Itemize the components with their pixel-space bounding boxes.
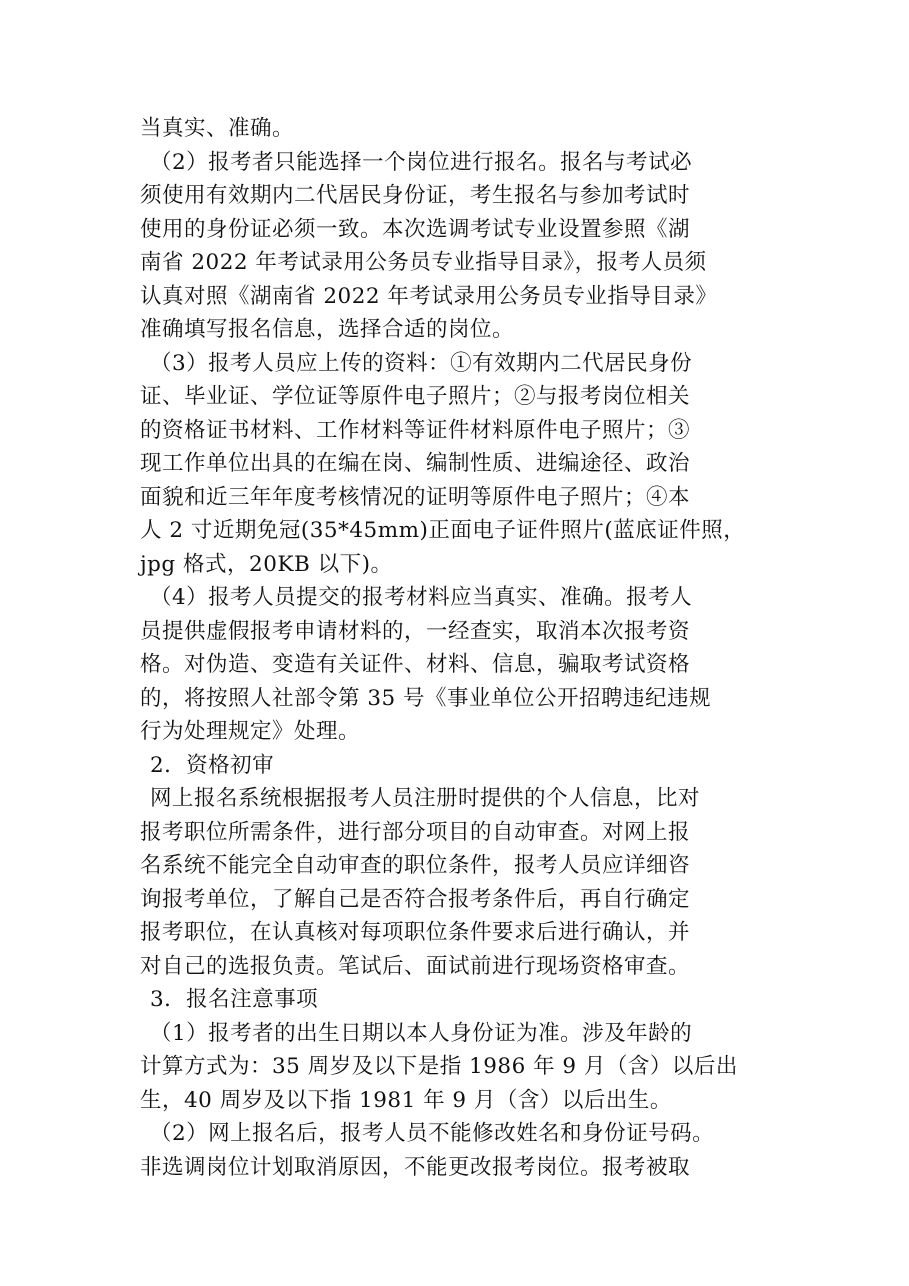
document-body: [140, 112, 780, 1184]
text-line: （2）网上报名后，报考人员不能修改姓名和身份证号码。: [150, 1121, 715, 1146]
text-line: 对自己的选报负责。笔试后、面试前进行现场资格审查。: [140, 953, 691, 979]
text-line: 须使用有效期内二代居民身份证，考生报名与参加考试时: [140, 183, 691, 208]
section-heading: 2．资格初审: [150, 752, 275, 778]
text-line: 的，将按照人社部令第 35 号《事业单位公开招聘违纪违规: [140, 685, 712, 711]
text-line: （1）报考者的出生日期以本人身份证为准。涉及年龄的: [150, 1020, 693, 1046]
text-line: 网上报名系统根据报考人员注册时提供的个人信息，比对: [150, 786, 701, 811]
text-line: 报考职位，在认真核对每项职位条件要求后进行确认，并: [140, 920, 691, 945]
text-line: 面貌和近三年年度考核情况的证明等原件电子照片；④本: [140, 484, 691, 510]
text-line: jpg 格式，20KB 以下)。: [140, 551, 393, 577]
text-line: 计算方式为：35 周岁及以下是指 1986 年 9 月（含）以后出: [140, 1054, 738, 1079]
text-line: 行为处理规定》处理。: [140, 719, 361, 744]
text-line: （3）报考人员应上传的资料：①有效期内二代居民身份: [150, 350, 693, 376]
text-line: 非选调岗位计划取消原因，不能更改报考岗位。报考被取: [140, 1154, 691, 1180]
text-line: （2）报考者只能选择一个岗位进行报名。报名与考试必: [150, 149, 693, 175]
text-line: 人 2 寸近期免冠(35*45mm)正面电子证件照片(蓝底证件照，: [140, 518, 746, 543]
text-line: 的资格证书材料、工作材料等证件材料原件电子照片；③: [140, 417, 691, 443]
text-line: 询报考单位，了解自己是否符合报考条件后，再自行确定: [140, 886, 691, 912]
text-line: 南省 2022 年考试录用公务员专业指导目录》，报考人员须: [140, 250, 707, 275]
text-line: 格。对伪造、变造有关证件、材料、信息，骗取考试资格: [140, 652, 691, 677]
section-heading: 3．报名注意事项: [150, 987, 319, 1012]
text-line: （4）报考人员提交的报考材料应当真实、准确。报考人: [150, 585, 693, 610]
text-line: 报考职位所需条件，进行部分项目的自动审查。对网上报: [140, 819, 691, 845]
text-line: 员提供虚假报考申请材料的，一经查实，取消本次报考资: [140, 618, 691, 644]
text-line: 认真对照《湖南省 2022 年考试录用公务员专业指导目录》: [140, 283, 718, 309]
text-line: 证、毕业证、学位证等原件电子照片；②与报考岗位相关: [140, 384, 691, 409]
text-line: 现工作单位出具的在编在岗、编制性质、进编途径、政治: [140, 451, 691, 476]
text-line: 准确填写报名信息，选择合适的岗位。: [140, 317, 515, 342]
text-line: 生，40 周岁及以下指 1981 年 9 月（含）以后出生。: [140, 1087, 672, 1113]
text-line: 名系统不能完全自动审查的职位条件，报考人员应详细咨: [140, 853, 691, 878]
text-line: 当真实、准确。: [140, 116, 295, 141]
text-line: 使用的身份证必须一致。本次选调考试专业设置参照《湖: [140, 216, 691, 242]
